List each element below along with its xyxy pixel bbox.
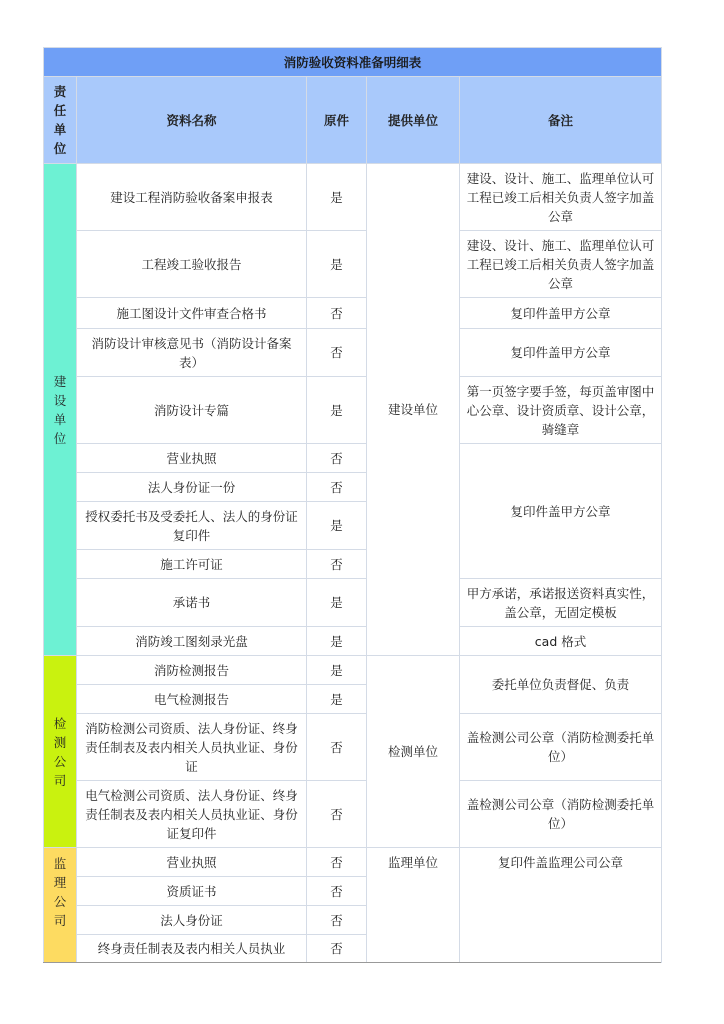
row-name: 营业执照 [77, 848, 307, 877]
row-remark: 盖检测公司公章（消防检测委托单位） [460, 714, 662, 781]
row-original: 否 [307, 906, 367, 935]
row-name: 电气检测报告 [77, 685, 307, 714]
row-original: 是 [307, 627, 367, 656]
row-name: 消防设计专篇 [77, 377, 307, 444]
table-bottom-divider [43, 962, 661, 963]
fire-acceptance-table [43, 47, 662, 963]
row-remark: 盖检测公司公章（消防检测委托单位） [460, 781, 662, 848]
row-original: 否 [307, 329, 367, 377]
row-name: 终身责任制表及表内相关人员执业 [77, 935, 307, 963]
row-original: 否 [307, 473, 367, 502]
row-name: 授权委托书及受委托人、法人的身份证复印件 [77, 502, 307, 550]
row-original: 否 [307, 298, 367, 329]
row-original: 否 [307, 877, 367, 906]
row-name: 施工许可证 [77, 550, 307, 579]
row-name: 承诺书 [77, 579, 307, 627]
row-original: 是 [307, 685, 367, 714]
table-title: 消防验收资料准备明细表 [44, 48, 662, 77]
row-name: 建设工程消防验收备案申报表 [77, 164, 307, 231]
row-original: 是 [307, 164, 367, 231]
provider-construction: 建设单位 [367, 164, 460, 656]
row-name: 施工图设计文件审查合格书 [77, 298, 307, 329]
group-label-testing: 检测公司 [44, 656, 77, 848]
row-original: 是 [307, 579, 367, 627]
row-name: 消防竣工图刻录光盘 [77, 627, 307, 656]
row-remark: 建设、设计、施工、监理单位认可工程已竣工后相关负责人签字加盖公章 [460, 164, 662, 231]
row-name: 工程竣工验收报告 [77, 231, 307, 298]
header-remark: 备注 [460, 77, 662, 164]
row-remark: 第一页签字要手签，每页盖审图中心公章、设计资质章、设计公章，骑缝章 [460, 377, 662, 444]
row-original: 是 [307, 656, 367, 685]
row-original: 否 [307, 781, 367, 848]
provider-testing: 检测单位 [367, 656, 460, 848]
row-original: 否 [307, 550, 367, 579]
row-name: 消防检测公司资质、法人身份证、终身责任制表及表内相关人员执业证、身份证 [77, 714, 307, 781]
row-name: 营业执照 [77, 444, 307, 473]
row-original: 是 [307, 502, 367, 550]
row-remark: 复印件盖甲方公章 [460, 329, 662, 377]
provider-supervision: 监理单位 [367, 848, 460, 963]
header-name: 资料名称 [77, 77, 307, 164]
row-original: 是 [307, 231, 367, 298]
row-name: 消防检测报告 [77, 656, 307, 685]
row-remark: cad 格式 [460, 627, 662, 656]
row-name: 资质证书 [77, 877, 307, 906]
row-name: 法人身份证 [77, 906, 307, 935]
row-name: 消防设计审核意见书（消防设计备案表） [77, 329, 307, 377]
row-original: 否 [307, 444, 367, 473]
row-original: 否 [307, 848, 367, 877]
header-provider: 提供单位 [367, 77, 460, 164]
row-original: 否 [307, 935, 367, 963]
row-remark: 复印件盖甲方公章 [460, 444, 662, 579]
header-responsibility: 责任单位 [44, 77, 77, 164]
header-original: 原件 [307, 77, 367, 164]
row-remark: 建设、设计、施工、监理单位认可工程已竣工后相关负责人签字加盖公章 [460, 231, 662, 298]
group-label-supervision: 监理公司 [44, 848, 77, 963]
row-remark: 复印件盖监理公司公章 [460, 848, 662, 963]
row-name: 法人身份证一份 [77, 473, 307, 502]
row-remark: 复印件盖甲方公章 [460, 298, 662, 329]
row-original: 是 [307, 377, 367, 444]
row-original: 否 [307, 714, 367, 781]
group-label-construction: 建设单位 [44, 164, 77, 656]
row-remark: 委托单位负责督促、负责 [460, 656, 662, 714]
row-name: 电气检测公司资质、法人身份证、终身责任制表及表内相关人员执业证、身份证复印件 [77, 781, 307, 848]
row-remark: 甲方承诺，承诺报送资料真实性，盖公章，无固定模板 [460, 579, 662, 627]
